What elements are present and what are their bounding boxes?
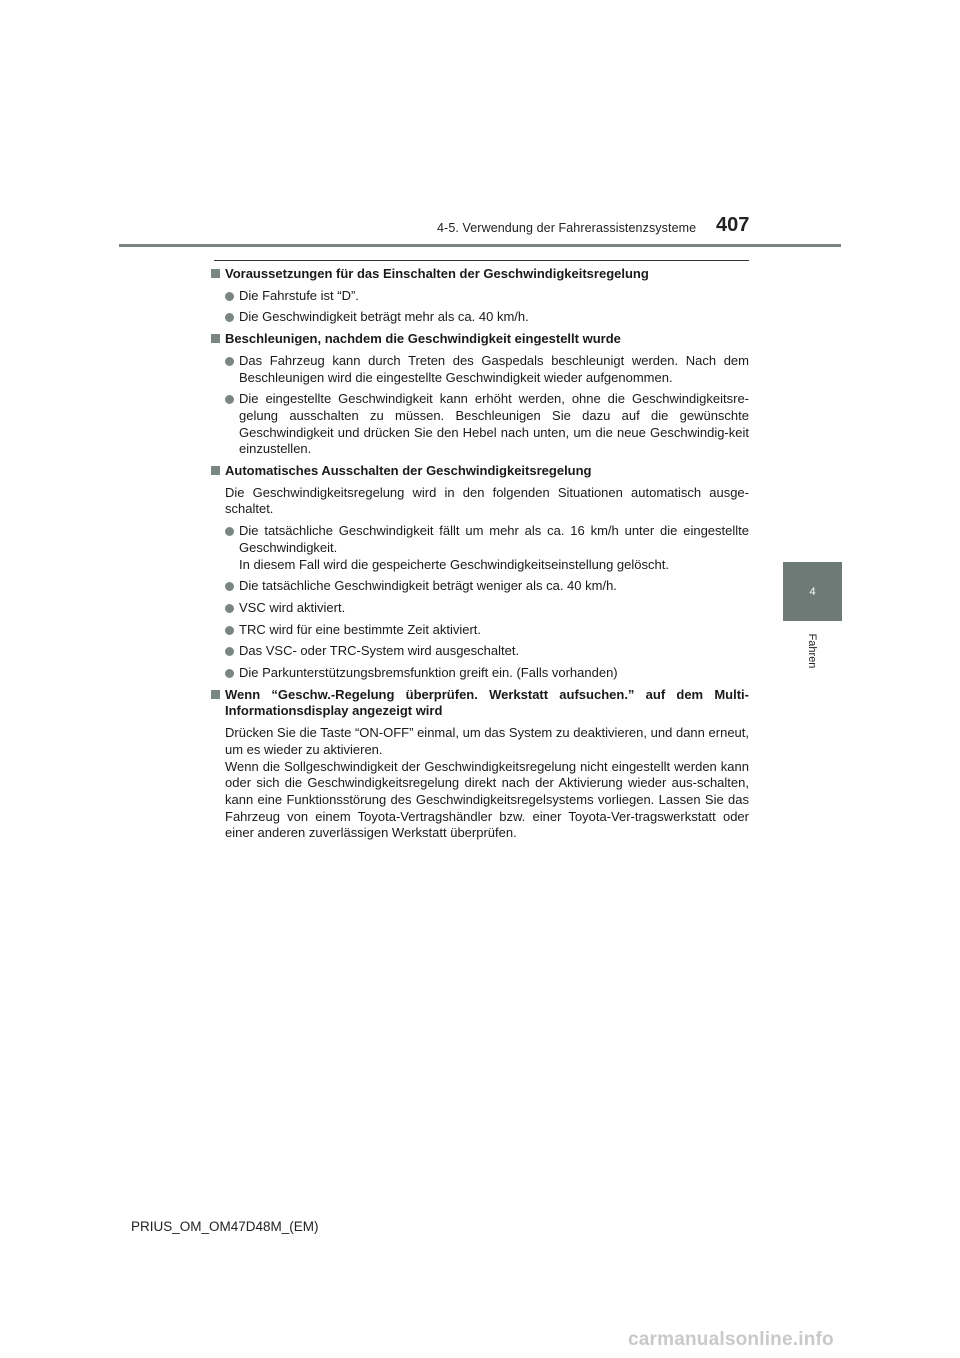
section-intro: Die Geschwindigkeitsregelung wird in den folgenden Situationen automatisch ausge-schaltet. <box>225 484 749 517</box>
list-item: Das Fahrzeug kann durch Treten des Gaspedals beschleunigt werden. Nach dem Beschleunigen wird die eingestellte Geschwindigkeit wieder aufgenommen. <box>209 353 749 386</box>
document-code: PRIUS_OM_OM47D48M_(EM) <box>131 1219 319 1234</box>
list-item: Das VSC- oder TRC-System wird ausgeschaltet. <box>209 643 749 660</box>
circle-bullet-icon <box>225 626 234 635</box>
circle-bullet-icon <box>225 669 234 678</box>
square-bullet-icon <box>211 269 220 278</box>
section-heading: Automatisches Ausschalten der Geschwindigkeitsregelung <box>209 463 749 480</box>
section-heading: Beschleunigen, nachdem die Geschwindigkeit eingestellt wurde <box>209 331 749 348</box>
square-bullet-icon <box>211 334 220 343</box>
circle-bullet-icon <box>225 313 234 322</box>
section-heading: Wenn “Geschw.-Regelung überprüfen. Werkstatt aufsuchen.” auf dem Multi-Informationsdisplay angezeigt wird <box>209 687 749 720</box>
list-item: VSC wird aktiviert. <box>209 600 749 617</box>
chapter-tab <box>783 562 842 621</box>
circle-bullet-icon <box>225 357 234 366</box>
circle-bullet-icon <box>225 582 234 591</box>
circle-bullet-icon <box>225 647 234 656</box>
square-bullet-icon <box>211 690 220 699</box>
chapter-number: 4 <box>809 585 816 598</box>
list-item: Die eingestellte Geschwindigkeit kann erhöht werden, ohne die Geschwindigkeitsre-gelung ausschalten zu müssen. Beschleunigen Sie dazu auf die gewünschte Geschwindigkeit und drücken Sie den Hebel nach unten, um die neue Geschwindig-keit einzustellen. <box>209 391 749 458</box>
content-divider <box>214 260 749 261</box>
list-item: Die Fahrstufe ist “D”. <box>209 288 749 305</box>
list-item-note: In diesem Fall wird die gespeicherte Geschwindigkeitseinstellung gelöscht. <box>239 556 669 572</box>
circle-bullet-icon <box>225 292 234 301</box>
header-divider <box>119 244 841 247</box>
section-header-title: 4-5. Verwendung der Fahrerassistenzsysteme <box>437 221 697 235</box>
list-item: TRC wird für eine bestimmte Zeit aktiviert. <box>209 622 749 639</box>
list-item: Die tatsächliche Geschwindigkeit beträgt weniger als ca. 40 km/h. <box>209 578 749 595</box>
chapter-label: Fahren <box>806 633 818 669</box>
page-number: 407 <box>716 214 750 236</box>
square-bullet-icon <box>211 466 220 475</box>
list-item: Die Parkunterstützungsbremsfunktion greift ein. (Falls vorhanden) <box>209 665 749 682</box>
circle-bullet-icon <box>225 527 234 536</box>
section-heading: Voraussetzungen für das Einschalten der Geschwindigkeitsregelung <box>209 266 749 283</box>
circle-bullet-icon <box>225 604 234 613</box>
circle-bullet-icon <box>225 395 234 404</box>
main-content <box>209 266 749 842</box>
paragraph: Drücken Sie die Taste “ON-OFF” einmal, um das System zu deaktivieren, und dann erneut, um es wieder zu aktivieren. Wenn die Sollgeschwindigkeit der Geschwindigkeitsregelung nicht eingestellt werden kann oder sich die Geschwindigkeitsregelung direkt nach der Aktivierung wieder aus-schalten, kann eine Funktionsstörung des Geschwindigkeitsregelsystems vorliegen. Lassen Sie das Fahrzeug von einem Toyota-Vertragshändler bzw. einer Toyota-Ver-tragswerkstatt oder einer anderen zuverlässigen Werkstatt überprüfen. <box>225 725 749 841</box>
watermark: carmanualsonline.info <box>628 1329 834 1350</box>
list-item: Die tatsächliche Geschwindigkeit fällt um mehr als ca. 16 km/h unter die eingestellte Geschwindigkeit. In diesem Fall wird die gespeicherte Geschwindigkeitseinstellung gelöscht. <box>209 523 749 573</box>
list-item: Die Geschwindigkeit beträgt mehr als ca. 40 km/h. <box>209 309 749 326</box>
